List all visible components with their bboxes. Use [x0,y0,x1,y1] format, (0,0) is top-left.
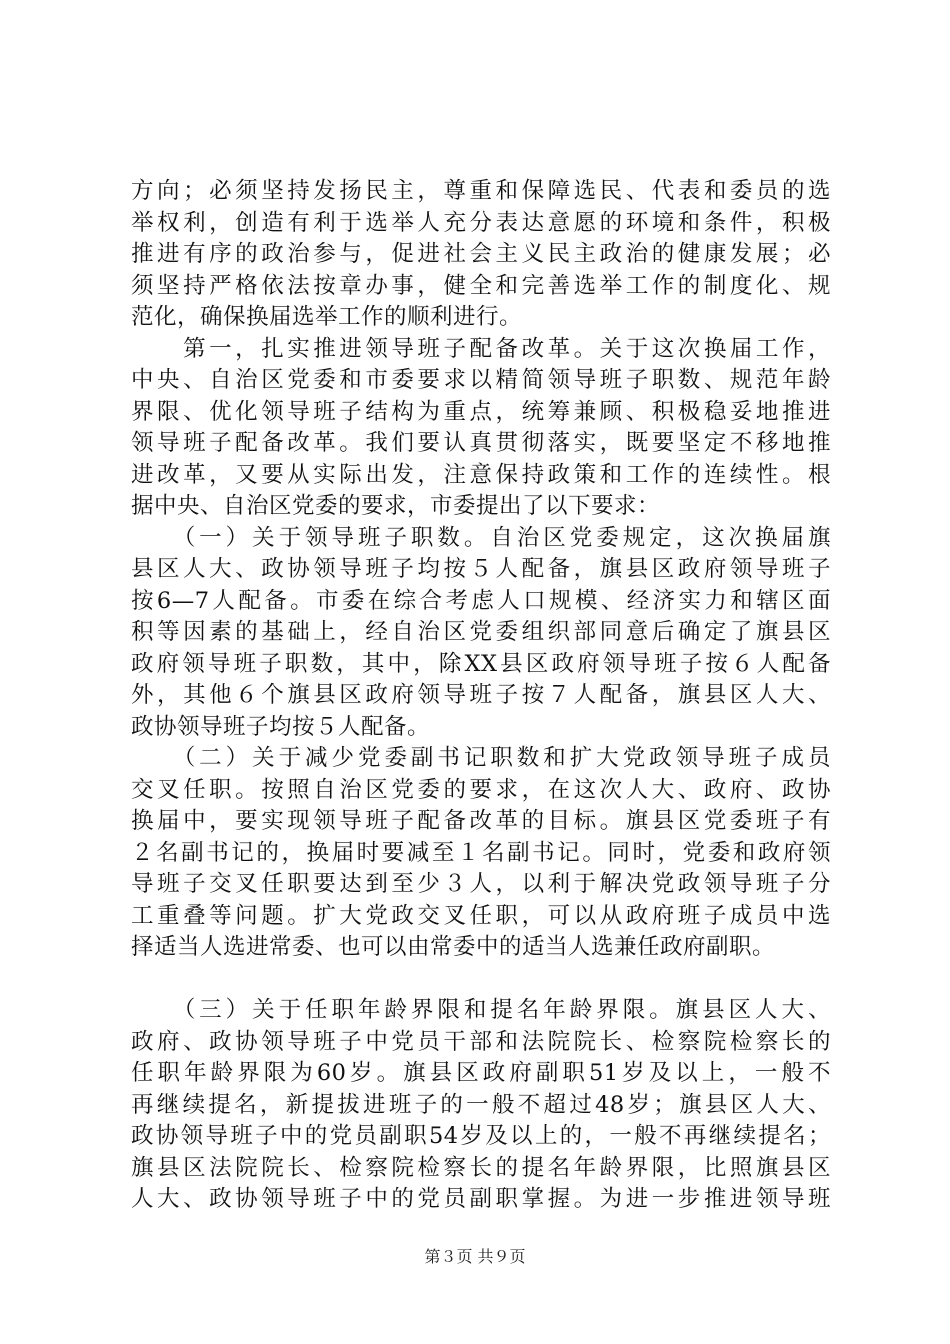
text-line: 择适当人选进常委、也可以由常委中的适当人选兼任政府副职。 [131,934,776,960]
text-line: 人大、政协领导班子中的党员副职掌握。为进一步推进领导班 [131,1186,831,1212]
text-line: 交叉任职。按照自治区党委的要求，在这次人大、政府、政协 [131,776,831,803]
document-body [131,176,831,1216]
text-line: 导班子交叉任职要达到至少３人，以利于解决党政领导班子分 [131,871,831,897]
text-line: 政协领导班子均按５人配备。 [131,713,431,740]
text-line: 政府、政协领导班子中党员干部和法院院长、检察院检察长的 [131,1028,831,1055]
text-line: 举权利，创造有利于选举人充分表达意愿的环境和条件，积极 [131,209,831,236]
text-line: 任职年龄界限为60岁。旗县区政府副职51岁及以上，一般不 [131,1060,831,1086]
text-line: 领导班子配备改革。我们要认真贯彻落实，既要坚定不移地推 [131,430,831,456]
text-line: 政府领导班子职数，其中，除XX县区政府领导班子按６人配备 [131,650,831,677]
text-line: 工重叠等问题。扩大党政交叉任职，可以从政府班子成员中选 [131,902,831,929]
text-line: ２名副书记的，换届时要减至１名副书记。同时，党委和政府领 [131,839,831,866]
page-footer: 第３页 共９页 [424,1247,526,1266]
text-line: 县区人大、政协领导班子均按５人配备，旗县区政府领导班子 [131,556,831,582]
text-line: （一）关于领导班子职数。自治区党委规定，这次换届旗 [131,524,831,551]
text-line: 换届中，要实现领导班子配备改革的目标。旗县区党委班子有 [131,808,831,834]
text-line: 积等因素的基础上，经自治区党委组织部同意后确定了旗县区 [131,619,831,645]
text-line: 范化，确保换届选举工作的顺利进行。 [131,304,523,330]
text-line: （二）关于减少党委副书记职数和扩大党政领导班子成员 [131,745,831,771]
text-line: （三）关于任职年龄界限和提名年龄界限。旗县区人大、 [131,997,831,1023]
text-line: 按6—7人配备。市委在综合考虑人口规模、经济实力和辖区面 [131,587,831,614]
text-line: 须坚持严格依法按章办事，健全和完善选举工作的制度化、规 [131,272,831,299]
text-line: 中央、自治区党委和市委要求以精简领导班子职数、规范年龄 [131,367,831,393]
text-line: 外，其他６个旗县区政府领导班子按７人配备，旗县区人大、 [131,682,831,708]
text-line: 方向；必须坚持发扬民主，尊重和保障选民、代表和委员的选 [131,178,831,204]
text-line: 据中央、自治区党委的要求，市委提出了以下要求： [131,493,661,519]
text-line: 推进有序的政治参与，促进社会主义民主政治的健康发展；必 [131,241,831,267]
paragraph-gap [131,964,831,996]
text-line: 第一，扎实推进领导班子配备改革。关于这次换届工作， [131,335,831,362]
text-line: 界限、优化领导班子结构为重点，统筹兼顾、积极稳妥地推进 [131,398,831,425]
text-line: 进改革，又要从实际出发，注意保持政策和工作的连续性。根 [131,461,831,488]
text-line: 旗县区法院院长、检察院检察长的提名年龄界限，比照旗县区 [131,1154,831,1181]
text-line: 再继续提名，新提拔进班子的一般不超过48岁；旗县区人大、 [131,1091,831,1118]
text-line: 政协领导班子中的党员副职54岁及以上的，一般不再继续提名； [131,1123,831,1149]
